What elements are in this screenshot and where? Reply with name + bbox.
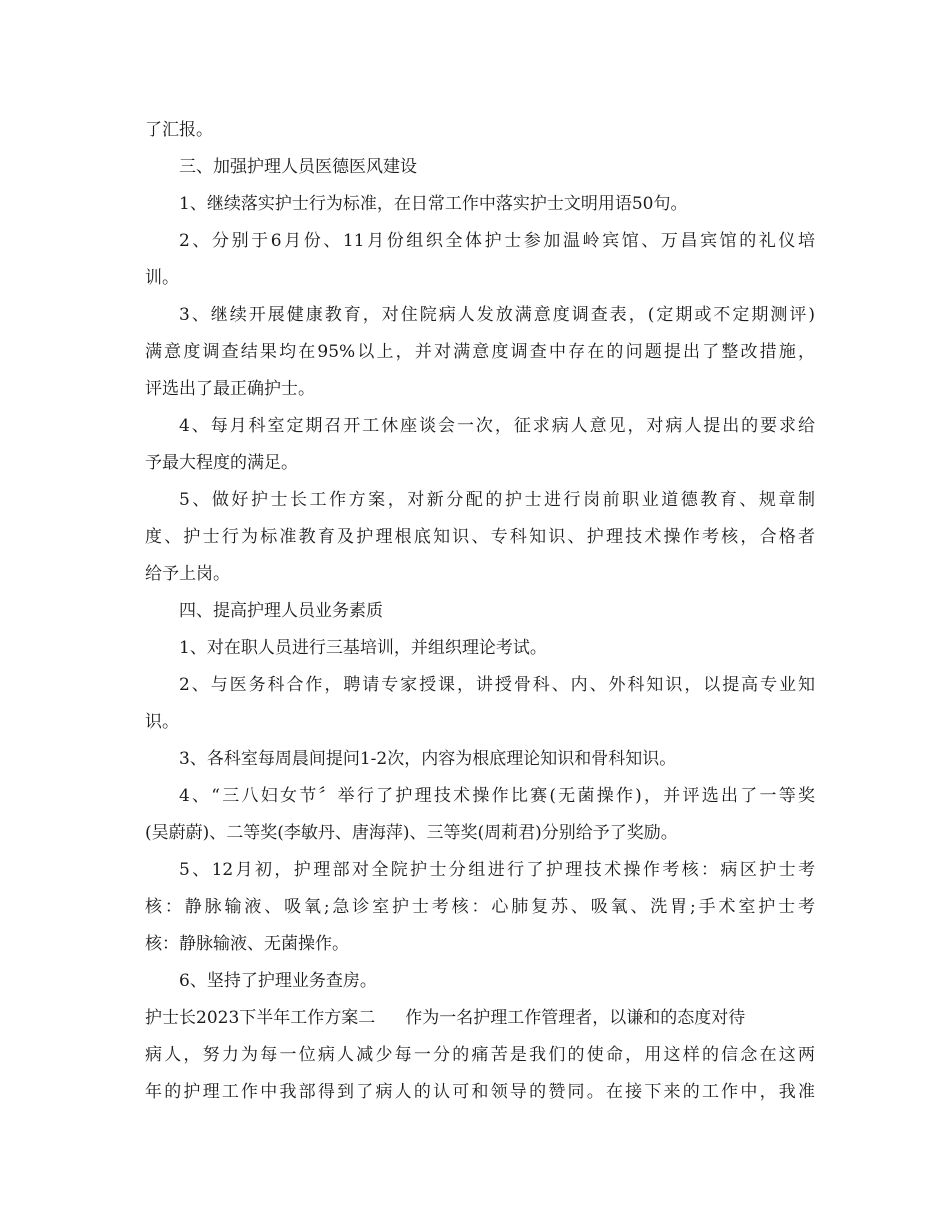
section-heading: 三、加强护理人员医德医风建设 — [179, 157, 417, 177]
text-line: 核：静脉输液、无菌操作。 — [145, 934, 349, 954]
text-line: 年的护理工作中我部得到了病人的认可和领导的赞同。在接下来的工作中，我准 — [145, 1082, 815, 1102]
text-line: 3、继续开展健康教育，对住院病人发放满意度调查表，(定期或不定期测评) — [179, 305, 815, 325]
text-line: 训。 — [145, 268, 179, 288]
section-heading: 四、提高护理人员业务素质 — [179, 601, 383, 621]
text-line: 2、与医务科合作，聘请专家授课，讲授骨科、内、外科知识，以提高专业知 — [179, 675, 815, 695]
text-line: 予最大程度的满足。 — [145, 453, 298, 473]
text-line: 3、各科室每周晨间提问1-2次，内容为根底理论知识和骨科知识。 — [179, 749, 677, 769]
text-line: 4、每月科室定期召开工休座谈会一次，征求病人意见，对病人提出的要求给 — [179, 416, 815, 436]
text-line: 给予上岗。 — [145, 564, 230, 584]
text-line: 6、坚持了护理业务查房。 — [179, 971, 377, 991]
section-title: 护士长2023下半年工作方案二 — [145, 1008, 376, 1028]
text-line: 了汇报。 — [145, 120, 213, 140]
text-line: 5、做好护士长工作方案，对新分配的护士进行岗前职业道德教育、规章制 — [179, 490, 815, 510]
text-line: 5、12月初，护理部对全院护士分组进行了护理技术操作考核：病区护士考 — [179, 860, 815, 880]
text-line: 识。 — [145, 712, 179, 732]
text-line: 评选出了最正确护士。 — [145, 379, 315, 399]
text-line: 核：静脉输液、吸氧;急诊室护士考核：心肺复苏、吸氧、洗胃;手术室护士考 — [145, 897, 815, 917]
text-line: 4、“三八妇女节〞举行了护理技术操作比赛(无菌操作)，并评选出了一等奖 — [179, 786, 815, 806]
text-line: 度、护士行为标准教育及护理根底知识、专科知识、护理技术操作考核，合格者 — [145, 527, 815, 547]
text-line: 1、继续落实护士行为标准，在日常工作中落实护士文明用语50句。 — [179, 194, 688, 214]
text-line: 1、对在职人员进行三基培训，并组织理论考试。 — [179, 638, 547, 658]
section-title-line — [145, 1006, 815, 1030]
section-intro: 作为一名护理工作管理者，以谦和的态度对待 — [405, 1008, 746, 1028]
text-line: 满意度调查结果均在95%以上，并对满意度调查中存在的问题提出了整改措施， — [145, 342, 815, 362]
text-line: 病人，努力为每一位病人减少每一分的痛苦是我们的使命，用这样的信念在这两 — [145, 1045, 815, 1065]
text-line: (吴蔚蔚)、二等奖(李敏丹、唐海萍)、三等奖(周莉君)分别给予了奖励。 — [145, 823, 678, 843]
text-line: 2、分别于6月份、11月份组织全体护士参加温岭宾馆、万昌宾馆的礼仪培 — [179, 231, 815, 251]
